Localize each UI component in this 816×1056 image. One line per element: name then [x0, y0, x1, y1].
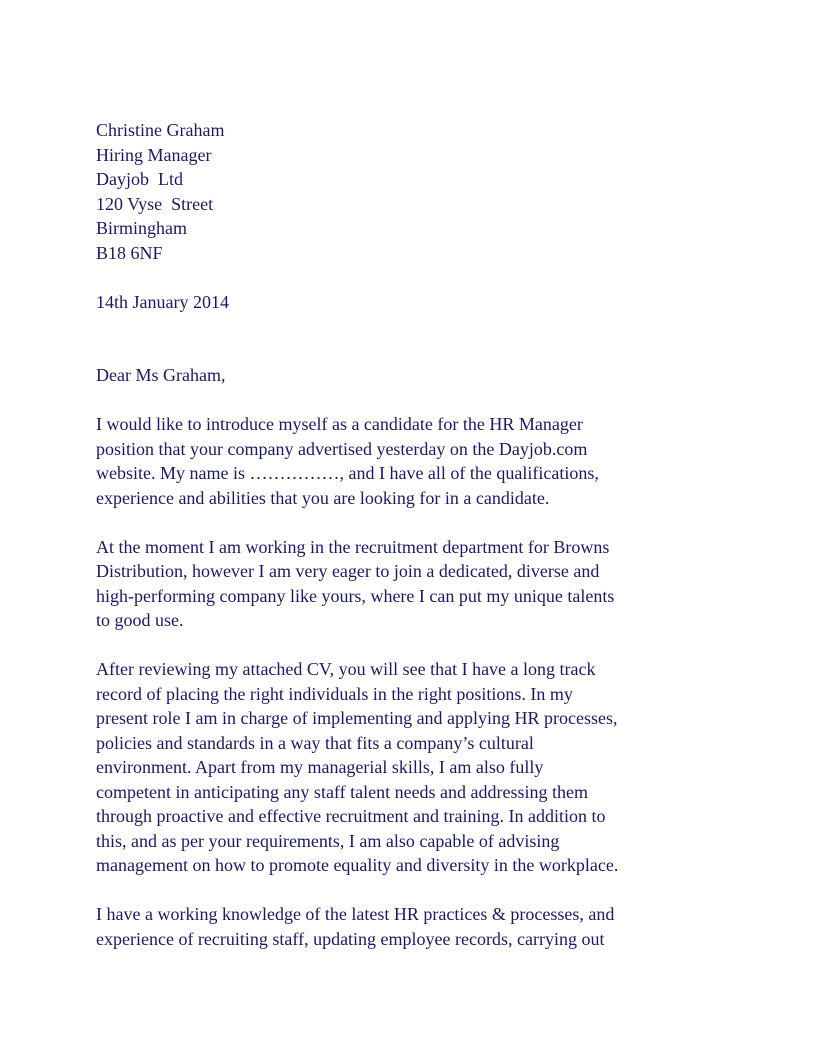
- text-line: experience and abilities that you are looking for in a candidate.: [96, 487, 550, 508]
- text-line: Birmingham: [96, 218, 187, 238]
- text-line: After reviewing my attached CV, you will see that I have a long track: [96, 659, 596, 679]
- text-line: Dayjob Ltd: [96, 169, 183, 189]
- text-line: 120 Vyse Street: [96, 193, 214, 214]
- text-line: competent in anticipating any staff talent needs and addressing them: [96, 781, 589, 802]
- text-line: this, and as per your requirements, I am also capable of advising: [96, 830, 560, 851]
- text-line: policies and standards in a way that fits a company’s cultural: [96, 732, 534, 753]
- letter-date: 14th January 2014: [96, 291, 229, 312]
- text-line: website. My name is ……………, and I have all of the qualifications,: [96, 463, 599, 483]
- letter-salutation: Dear Ms Graham,: [96, 365, 226, 385]
- text-line: Distribution, however I am very eager to join a dedicated, diverse and: [96, 561, 600, 581]
- text-line: Hiring Manager: [96, 144, 212, 165]
- text-line: to good use.: [96, 610, 184, 630]
- text-line: B18 6NF: [96, 242, 163, 263]
- letter-paragraph: [96, 902, 736, 951]
- letter-body: [96, 118, 736, 976]
- text-line: high-performing company like yours, where I can put my unique talents: [96, 585, 615, 606]
- text-line: present role I am in charge of implementing and applying HR processes,: [96, 708, 618, 728]
- text-line: management on how to promote equality and diversity in the workplace.: [96, 855, 619, 875]
- recipient-address-block: [96, 118, 736, 265]
- text-line: At the moment I am working in the recruitment department for Browns: [96, 536, 610, 557]
- text-line: I would like to introduce myself as a candidate for the HR Manager: [96, 414, 583, 434]
- text-line: Christine Graham: [96, 120, 225, 140]
- text-line: experience of recruiting staff, updating employee records, carrying out: [96, 928, 605, 949]
- letter-paragraph: [96, 412, 736, 510]
- letter-paragraph: [96, 535, 736, 633]
- text-line: record of placing the right individuals in the right positions. In my: [96, 683, 573, 704]
- text-line: environment. Apart from my managerial skills, I am also fully: [96, 757, 544, 777]
- letter-paragraph: [96, 657, 736, 878]
- text-line: I have a working knowledge of the latest HR practices & processes, and: [96, 904, 615, 924]
- letter-paragraphs: [96, 412, 736, 951]
- text-line: through proactive and effective recruitment and training. In addition to: [96, 806, 606, 826]
- text-line: position that your company advertised yesterday on the Dayjob.com: [96, 438, 588, 459]
